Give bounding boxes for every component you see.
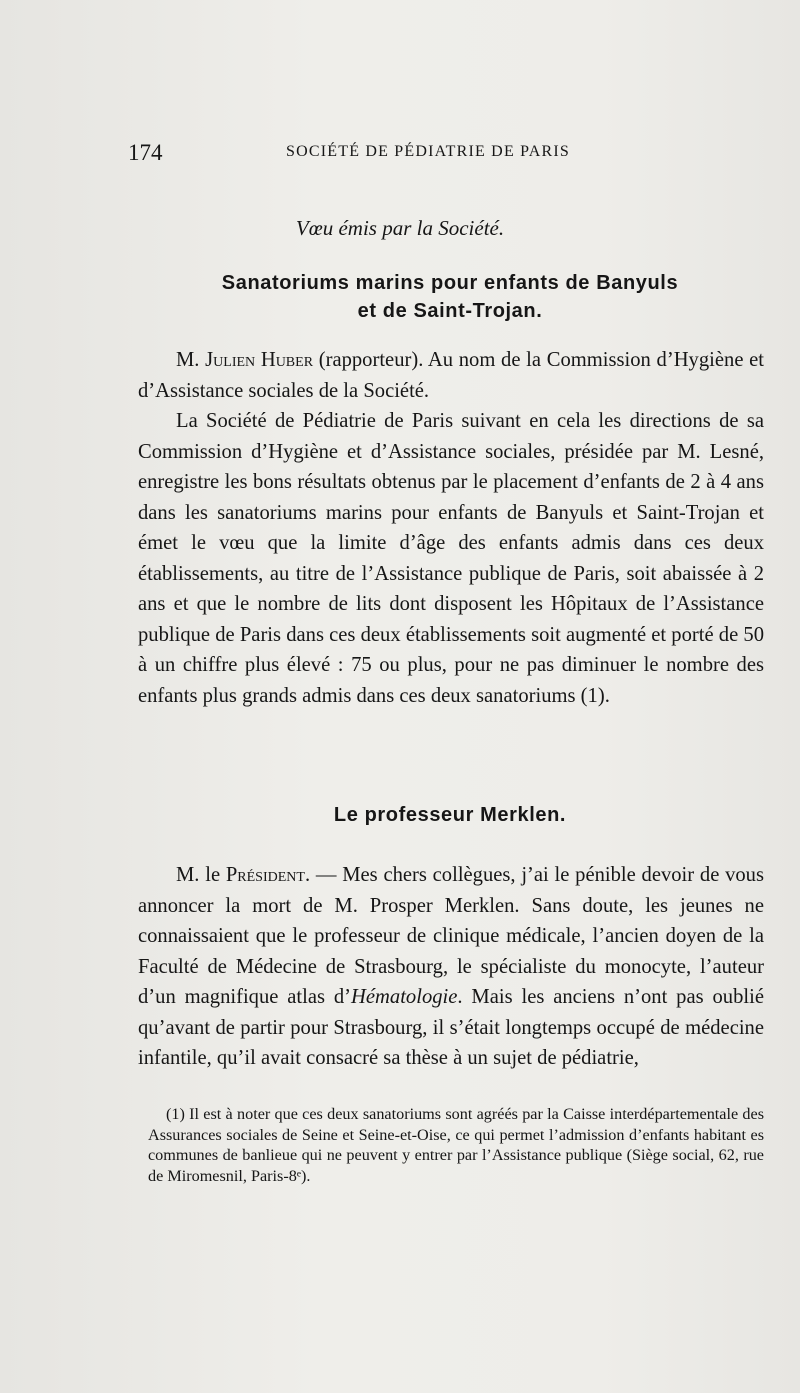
- paragraph-rapporteur: [138, 345, 764, 406]
- section-title-line-1: Sanatoriums marins pour enfants de Banyuls: [221, 272, 679, 294]
- section-subtitle: Vœu émis par la Société.: [295, 216, 505, 240]
- paragraph-president: [138, 860, 764, 1074]
- speaker-prefix: M. le: [176, 864, 226, 886]
- section-title-merklen: Le professeur Merklen.: [333, 804, 567, 826]
- italic-title: Hématologie: [351, 986, 458, 1008]
- section-title-line-2: et de Saint-Trojan.: [357, 300, 543, 322]
- paragraph-text-b: . Mais les anciens n’ont pas oublié qu’avant de partir pour Strasbourg, il s’était longtemps occupé de médecine infantile, qu’il avait consacré sa thèse à un sujet de pédiatrie,: [138, 986, 764, 1069]
- paragraph-text: (rapporteur). Au nom de la Commission d’Hygiène et d’Assistance sociales de la Société.: [138, 349, 764, 402]
- speaker-name: Président: [225, 864, 305, 886]
- footnote: [148, 1104, 764, 1186]
- section1-body: [138, 345, 764, 711]
- footnote-text: (1) Il est à noter que ces deux sanatoriums sont agréés par la Caisse interdépartementale des Assurances sociales de Seine et Seine-et-Oise, ce qui permet l’admission d’enfants habitant es communes de banlieue qui ne peuvent y entrer par l’Assistance publique (Siège social, 62, rue de Miromesnil, Paris-8ᵉ).: [148, 1105, 764, 1185]
- section2-body: [138, 860, 764, 1074]
- running-title: SOCIÉTÉ DE PÉDIATRIE DE PARIS: [286, 143, 570, 160]
- paragraph-voeu: La Société de Pédiatrie de Paris suivant en cela les directions de sa Commission d’Hygiène et d’Assistance sociales, présidée par M. Lesné, enregistre les bons résultats obtenus par le placement d’enfants de 2 à 4 ans dans les sanatoriums marins pour enfants de Banyuls et Saint-Trojan et émet le vœu que la limite d’âge des enfants admis dans ces deux établissements, au titre de l’Assistance publique de Paris, soit abaissée à 2 ans et que le nombre de lits dont disposent les Hôpitaux de l’Assistance publique de Paris dans ces deux établissements soit augmenté et porté de 50 à un chiffre plus élevé : 75 ou plus, pour ne pas diminuer le nombre des enfants plus grands admis dans ces deux sanatoriums (1).: [138, 410, 764, 707]
- page-number: 174: [128, 140, 163, 165]
- page-header: [128, 140, 768, 172]
- paragraph-text-a: . — Mes chers collègues, j’ai le pénible devoir de vous annoncer la mort de M. Prosper Merklen. Sans doute, les jeunes ne connaissaient que le professeur de clinique médicale, l’ancien doyen de la Faculté de Médecine de Strasbourg, le spécialiste du monocyte, l’auteur d’un magnifique atlas d’: [138, 864, 764, 1008]
- speaker-name: M. Julien Huber: [176, 349, 314, 371]
